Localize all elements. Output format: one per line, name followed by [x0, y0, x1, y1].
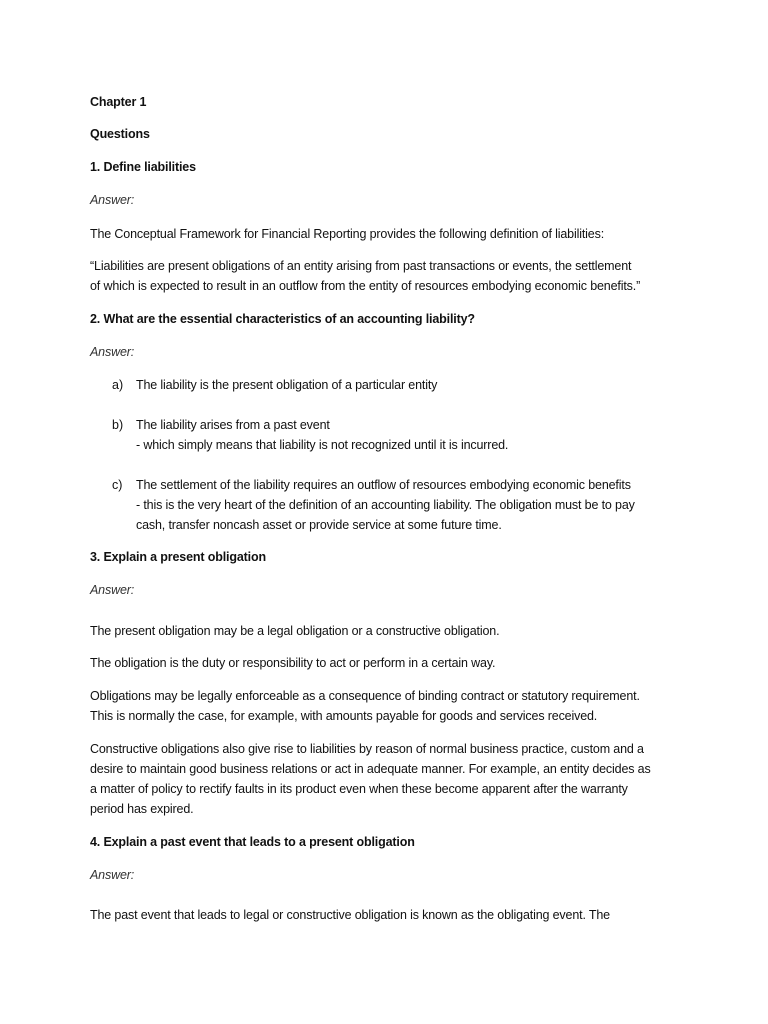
q1-intro: The Conceptual Framework for Financial Reporting provides the following definition of liabilities: — [90, 227, 605, 241]
list-item-b-sub-1: - which simply means that liability is not recognized until it is incurred. — [136, 438, 509, 452]
answer-label-3: Answer: — [90, 583, 135, 597]
list-item-c-sub-2: cash, transfer noncash asset or provide service at some future time. — [136, 518, 502, 532]
q3-paragraph-2: The obligation is the duty or responsibility to act or perform in a certain way. — [90, 656, 496, 670]
list-marker-b: b) — [112, 418, 124, 432]
list-item-c-sub-1: - this is the very heart of the definition of an accounting liability. The obligation must be to pay — [136, 498, 635, 512]
q3-paragraph-3-line-1: Obligations may be legally enforceable as a consequence of binding contract or statutory requirement. — [90, 689, 640, 703]
q3-paragraph-4-line-1: Constructive obligations also give rise to liabilities by reason of normal business practice, custom and a — [90, 742, 644, 756]
chapter-title: Chapter 1 — [90, 95, 147, 109]
q3-paragraph-4-line-2: desire to maintain good business relations or act in adequate manner. For example, an entity decides as — [90, 762, 651, 776]
section-heading: Questions — [90, 127, 150, 141]
answer-label-1: Answer: — [90, 193, 135, 207]
list-item-c — [136, 475, 635, 535]
list-marker-a: a) — [112, 378, 124, 392]
question-4: 4. Explain a past event that leads to a present obligation — [90, 835, 415, 849]
answer-label-4: Answer: — [90, 868, 135, 882]
q1-quote-line-2: of which is expected to result in an outflow from the entity of resources embodying economic benefits.” — [90, 279, 641, 293]
q3-paragraph-3-line-2: This is normally the case, for example, with amounts payable for goods and services received. — [90, 709, 598, 723]
question-2: 2. What are the essential characteristics of an accounting liability? — [90, 312, 475, 326]
list-item-b-text: The liability arises from a past event — [136, 418, 330, 432]
list-item-c-text: The settlement of the liability requires an outflow of resources embodying economic benefits — [136, 478, 631, 492]
answer-label-2: Answer: — [90, 345, 135, 359]
list-item-a — [136, 375, 437, 395]
q4-paragraph-1: The past event that leads to legal or constructive obligation is known as the obligating event. The — [90, 908, 610, 922]
question-3: 3. Explain a present obligation — [90, 550, 266, 564]
q3-paragraph-1: The present obligation may be a legal obligation or a constructive obligation. — [90, 624, 500, 638]
q3-paragraph-4-line-3: a matter of policy to rectify faults in its product even when these become apparent after the warranty — [90, 782, 628, 796]
q3-paragraph-4-line-4: period has expired. — [90, 802, 194, 816]
q1-quote-line-1: “Liabilities are present obligations of an entity arising from past transactions or events, the settlement — [90, 259, 632, 273]
list-item-a-text: The liability is the present obligation of a particular entity — [136, 378, 438, 392]
list-item-b — [136, 415, 508, 455]
question-1: 1. Define liabilities — [90, 160, 196, 174]
list-marker-c: c) — [112, 478, 123, 492]
